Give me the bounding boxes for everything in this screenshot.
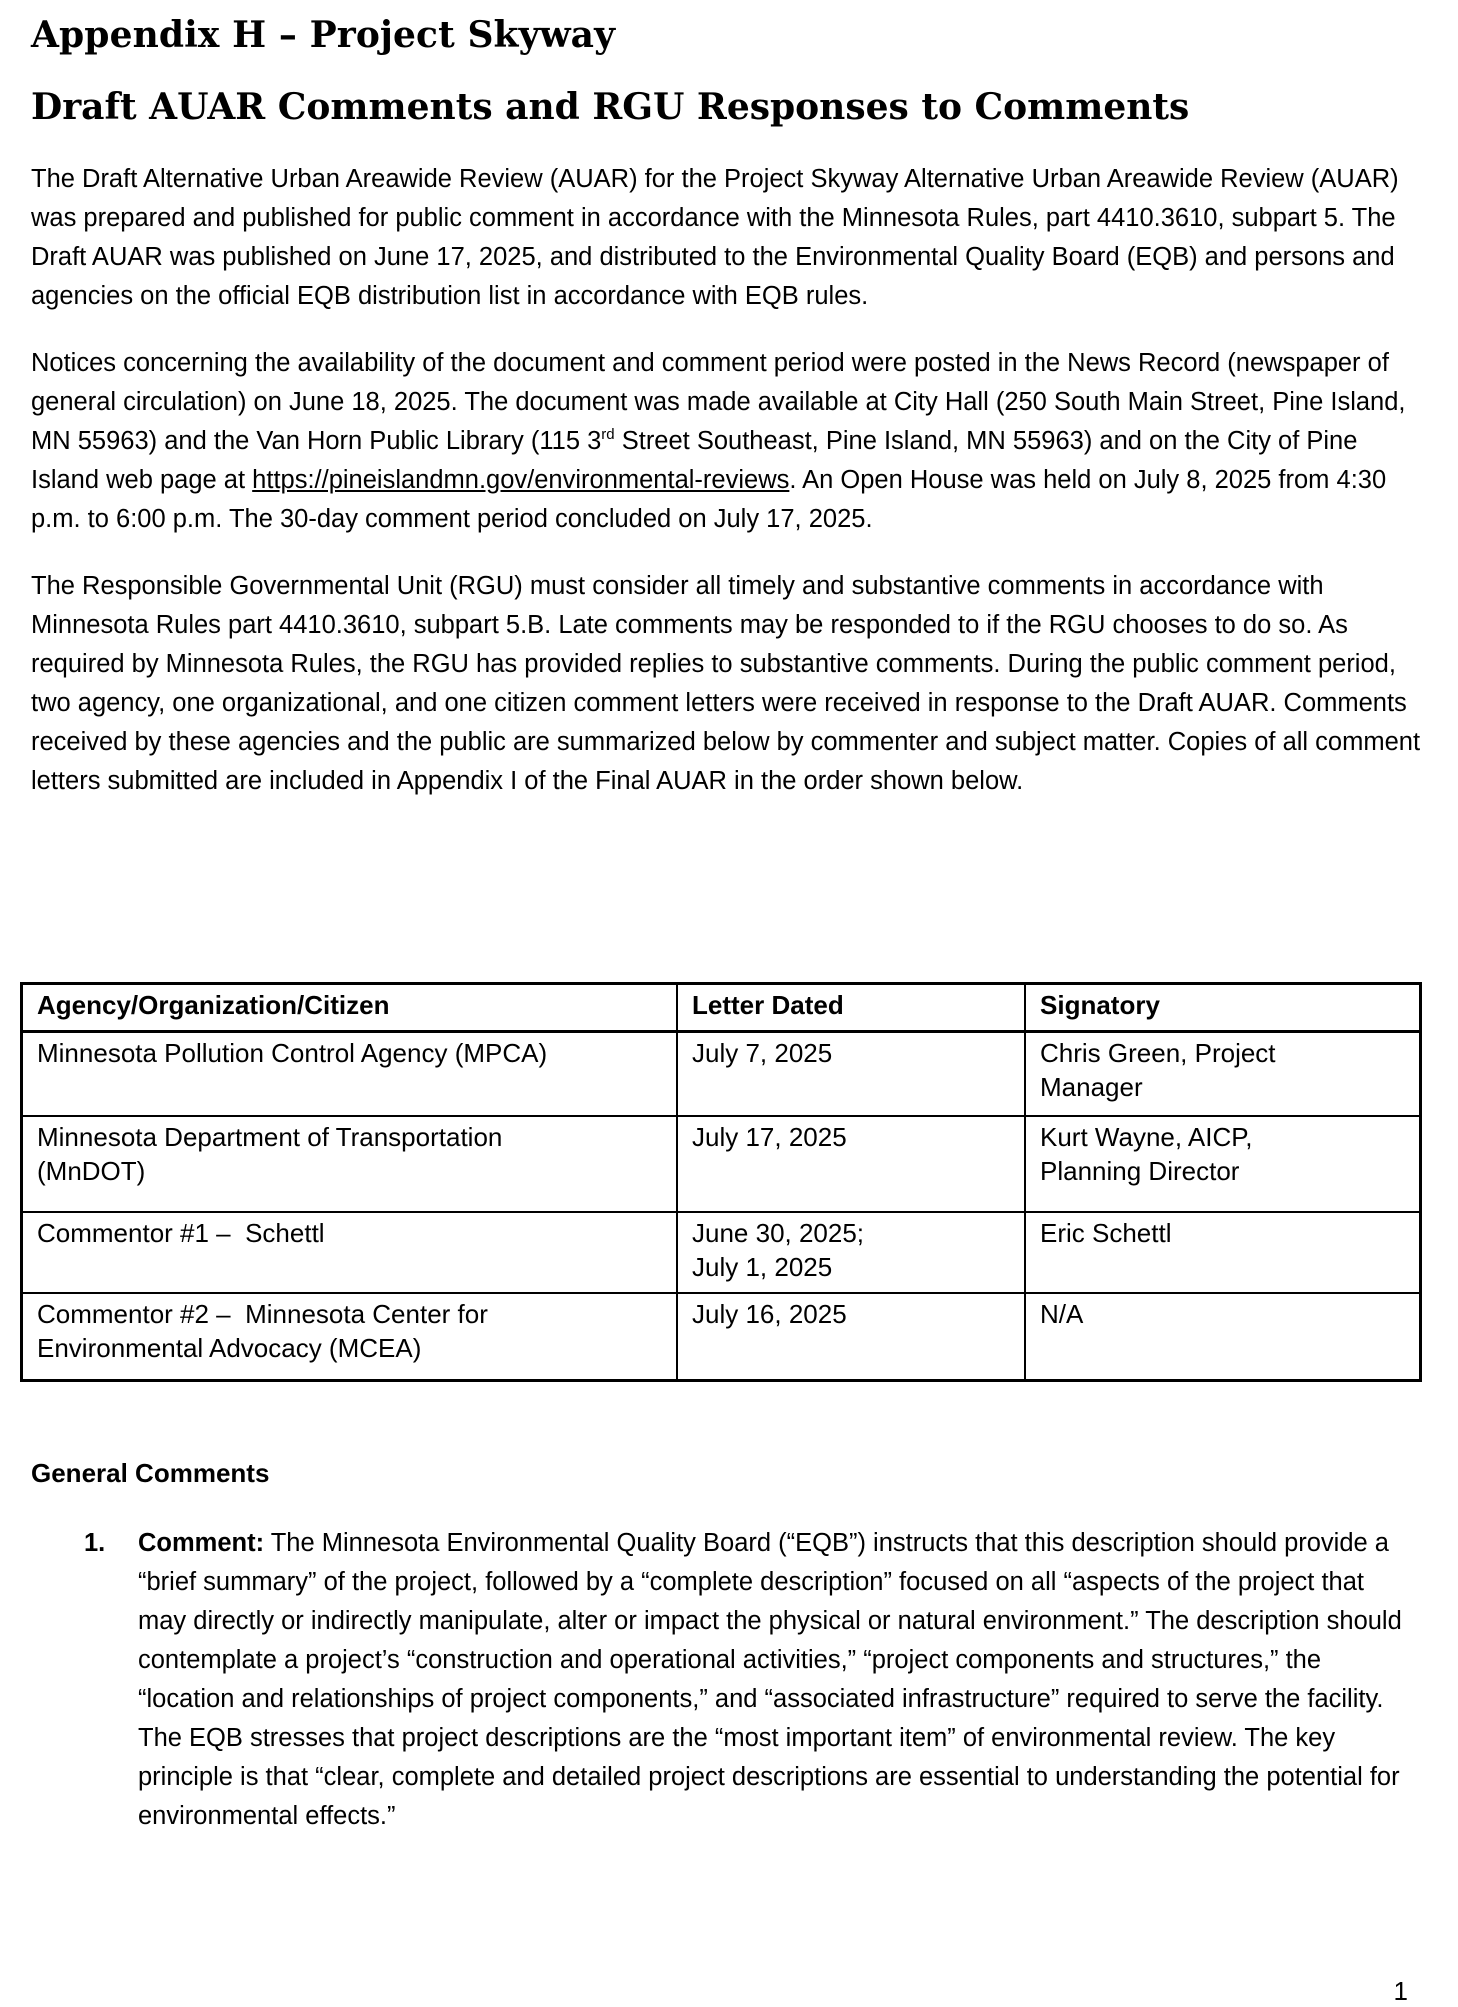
signatory-cell [1025,1032,1421,1116]
table-row [22,1293,1421,1381]
cell-line: Eric Schettl [1040,1217,1172,1248]
cell-line: Environmental Advocacy (MCEA) [37,1332,422,1363]
agency-cell [22,1032,678,1116]
table-header-row [22,984,1421,1032]
intro-paragraph-3: The Responsible Governmental Unit (RGU) must consider all timely and substantive comments in accordance with Minnesota Rules part 4410.3610, subpart 5.B. Late comments may be responded to if the RGU chooses to do so. As required by Minnesota Rules, the RGU has provided replies to substantive comments. During the public comment period, two agency, one organizational, and one citizen comment letters were received in response to the Draft AUAR. Comments received by these agencies and the public are summarized below by commenter and subject matter. Copies of all comment letters submitted are included in Appendix I of the Final AUAR in the order shown below. [31,572,1421,795]
ordinal-superscript: rd [601,426,615,443]
cell-line: Chris Green, Project [1040,1038,1276,1068]
intro-paragraph-2 [31,344,1426,539]
cell-line: Minnesota Pollution Control Agency (MPCA) [37,1038,548,1068]
page-title: Appendix H – Project Skyway [31,14,616,56]
general-comments-heading: General Comments [31,1458,270,1488]
agency-cell [22,1116,678,1212]
comment-number: 1. [84,1529,106,1557]
letter-date-cell [677,1212,1025,1293]
table-row [22,1212,1421,1293]
cell-line: July 17, 2025 [692,1121,847,1152]
column-header-signatory: Signatory [1025,984,1421,1032]
cell-line: N/A [1040,1298,1084,1329]
cell-line: Manager [1040,1072,1143,1102]
page-number: 1 [1393,1976,1408,2006]
intro-paragraph-1: The Draft Alternative Urban Areawide Review (AUAR) for the Project Skyway Alternative Urban Areawide Review (AUAR) was prepared and published for public comment in accordance with the Minnesota Rules, part 4410.3610, subpart 5. The Draft AUAR was published on June 17, 2025, and distributed to the Environmental Quality Board (EQB) and persons and agencies on the official EQB distribution list in accordance with EQB rules. [31,165,1399,310]
signatory-cell [1025,1293,1421,1381]
comment-letters-table [20,982,1422,1382]
letter-date-cell [677,1032,1025,1116]
cell-line: (MnDOT) [37,1155,146,1186]
table-row [22,1032,1421,1116]
cell-line: Minnesota Department of Transportation [37,1121,503,1152]
column-header-letter-dated: Letter Dated [677,984,1025,1032]
comment-text: The Minnesota Environmental Quality Board (“EQB”) instructs that this description should provide a “brief summary” of the project, followed by a “complete description” focused on all “aspects of the project that may directly or indirectly manipulate, alter or impact the physical or natural environment.” The description should contemplate a project’s “construction and operational activities,” “project components and structures,” the “location and relationships of project components,” and “associated infrastructure” required to serve the facility. The EQB stresses that project descriptions are the “most important item” of environmental review. The key principle is that “clear, complete and detailed project descriptions are essential to understanding the potential for environmental effects.” [138,1529,1402,1830]
cell-line: July 7, 2025 [692,1038,833,1068]
document-page [31,0,1429,801]
agency-cell [22,1212,678,1293]
cell-line: Commentor #1 – Schettl [37,1217,325,1248]
comment-body [138,1524,1414,1836]
intro-paragraph-2-part-a: Notices concerning the availability of the document and comment period were posted in the News Record (newspaper of general circulation) on June 18, 2025. The document was made available at City Hall (250 South Main Street, Pine Island, MN 55963) and the Van Horn Public Library (115 3 [31,349,1406,455]
cell-line: Kurt Wayne, AICP, [1040,1121,1253,1152]
column-header-agency: Agency/Organization/Citizen [22,984,678,1032]
comment-label: Comment: [138,1529,265,1557]
intro-paragraph-2-part-c: . An Open House was held on July 8, 2025 from 4:30 p.m. to 6:00 p.m. The 30-day comment period concluded on July 17, 2025. [31,466,1387,533]
cell-line: July 16, 2025 [692,1298,847,1329]
signatory-cell [1025,1116,1421,1212]
table-row [22,1116,1421,1212]
letter-date-cell [677,1116,1025,1212]
page-subtitle: Draft AUAR Comments and RGU Responses to Comments [31,86,1190,128]
cell-line: June 30, 2025; [692,1217,865,1248]
signatory-cell [1025,1212,1421,1293]
list-item [84,1524,1414,1836]
cell-line: July 1, 2025 [692,1251,833,1282]
cell-line: Planning Director [1040,1155,1240,1186]
cell-line: Commentor #2 – Minnesota Center for [37,1298,488,1329]
intro-paragraph-2-part-b: Street Southeast, Pine Island, MN 55963) and on the City of Pine Island web page at [31,427,1358,494]
agency-cell [22,1293,678,1381]
letter-date-cell [677,1293,1025,1381]
environmental-reviews-link[interactable]: https://pineislandmn.gov/environmental-reviews [252,466,790,494]
